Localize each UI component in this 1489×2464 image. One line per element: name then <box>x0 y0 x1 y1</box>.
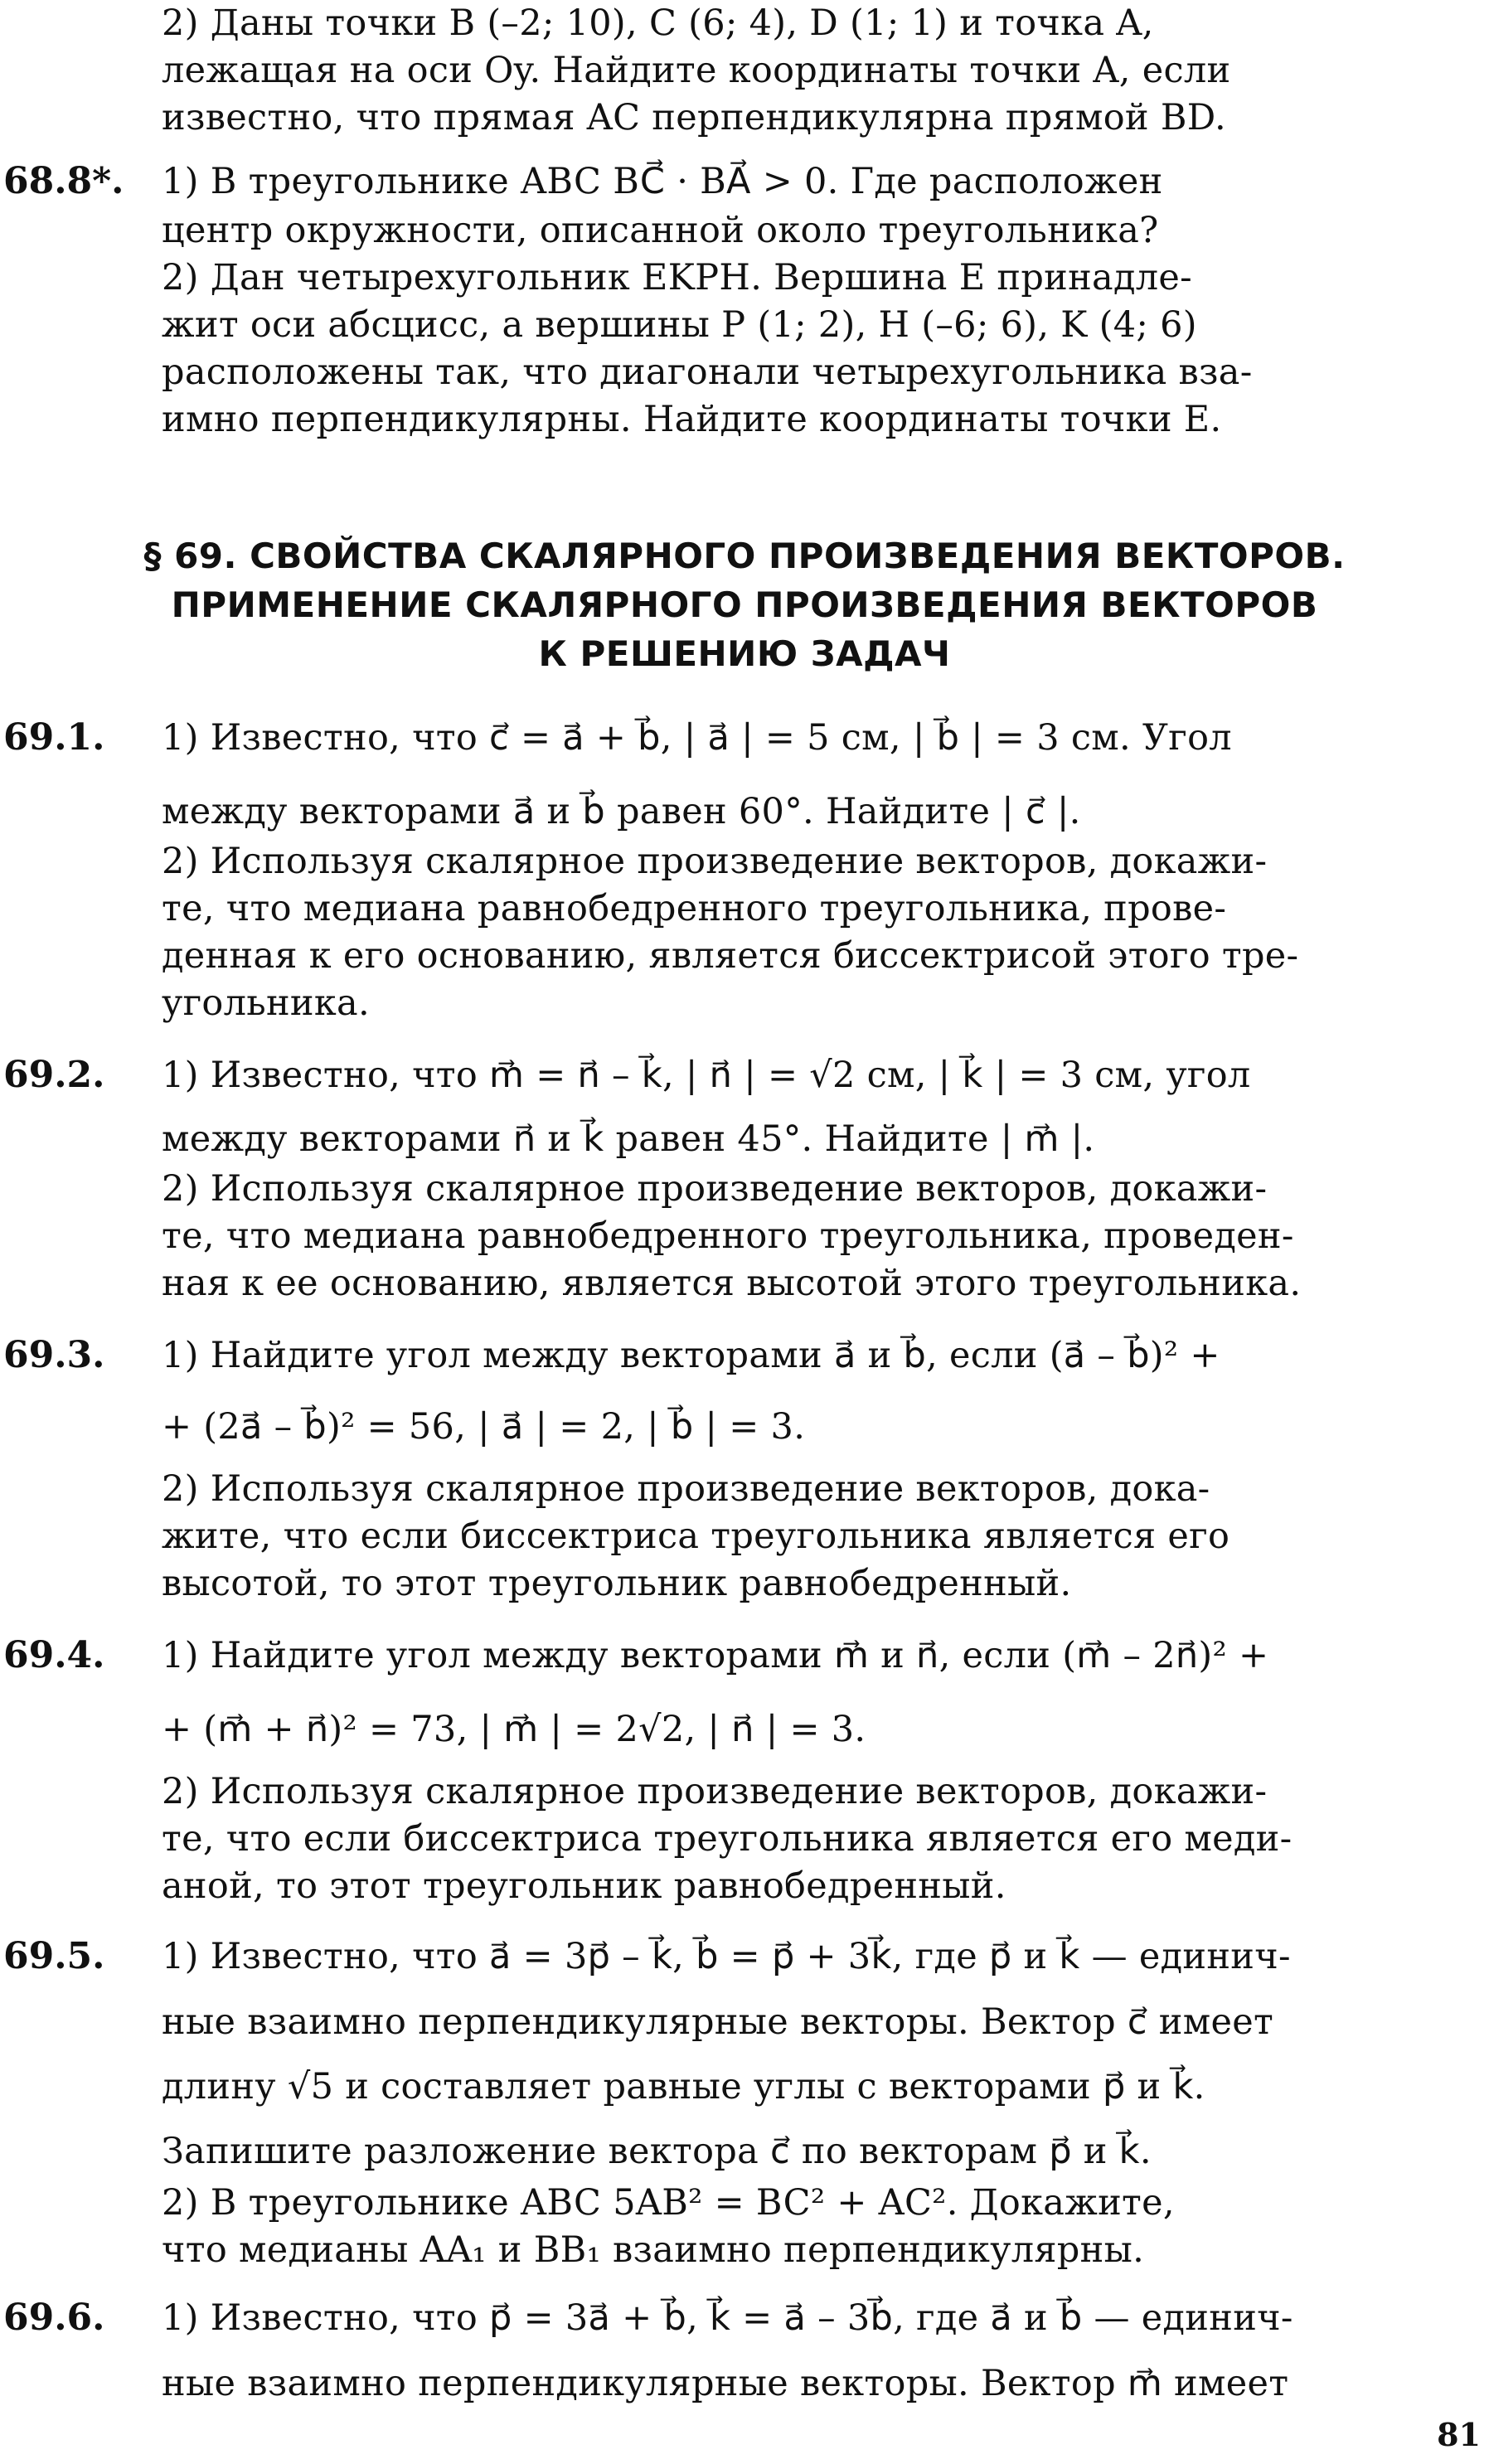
text-line: Запишите разложение вектора c⃗ по векторам p⃗ и k⃗. <box>162 2131 1152 2172</box>
text-line: 2) Даны точки B (–2; 10), C (6; 4), D (1; 1) и точка A, <box>162 2 1154 44</box>
problem-number: 69.4. <box>3 1634 105 1676</box>
text-line: + (m⃗ + n⃗)² = 73, | m⃗ | = 2√2, | n⃗ | = 3. <box>162 1709 866 1750</box>
text-line: имно перпендикулярны. Найдите координаты точки E. <box>162 399 1222 440</box>
text-line: угольника. <box>162 982 370 1024</box>
text-line: 1) Известно, что m⃗ = n⃗ – k⃗, | n⃗ | = √2 см, | k⃗ | = 3 см, угол <box>162 1055 1251 1096</box>
text-line: 2) Используя скалярное произведение векторов, докажи- <box>162 1771 1268 1812</box>
problem-number: 69.6. <box>3 2297 105 2339</box>
text-line: аной, то этот треугольник равнобедренный. <box>162 1865 1006 1907</box>
problem-number: 69.3. <box>3 1334 105 1376</box>
problem-number: 69.2. <box>3 1054 105 1096</box>
text-line: между векторами n⃗ и k⃗ равен 45°. Найдите | m⃗ |. <box>162 1118 1095 1160</box>
text-line: 1) Известно, что a⃗ = 3p⃗ – k⃗, b⃗ = p⃗ + 3k⃗, где p⃗ и k⃗ — единич- <box>162 1936 1291 1977</box>
text-line: жите, что если биссектриса треугольника является его <box>162 1516 1230 1557</box>
section-heading-line: § 69. СВОЙСТВА СКАЛЯРНОГО ПРОИЗВЕДЕНИЯ ВЕКТОРОВ. <box>143 536 1346 576</box>
text-line: 1) Найдите угол между векторами m⃗ и n⃗, если (m⃗ – 2n⃗)² + <box>162 1635 1269 1676</box>
text-line: те, что медиана равнобедренного треугольника, прове- <box>162 888 1227 929</box>
text-line: расположены так, что диагонали четырехугольника вза- <box>162 352 1253 393</box>
text-line: центр окружности, описанной около треугольника? <box>162 210 1159 251</box>
text-line: известно, что прямая AC перпендикулярна прямой BD. <box>162 97 1226 138</box>
text-line: ная к ее основанию, является высотой этого треугольника. <box>162 1263 1302 1304</box>
text-line: между векторами a⃗ и b⃗ равен 60°. Найдите | c⃗ |. <box>162 791 1081 832</box>
text-line: 2) Используя скалярное произведение векторов, дока- <box>162 1468 1210 1510</box>
section-heading-line: К РЕШЕНИЮ ЗАДАЧ <box>538 633 951 674</box>
text-line: 2) Используя скалярное произведение векторов, докажи- <box>162 1168 1268 1210</box>
text-line: лежащая на оси Oy. Найдите координаты точки A, если <box>162 50 1231 91</box>
text-line: те, что медиана равнобедренного треугольника, проведен- <box>162 1215 1294 1257</box>
problem-number: 69.1. <box>3 716 105 759</box>
text-line: ные взаимно перпендикулярные векторы. Вектор m⃗ имеет <box>162 2363 1289 2404</box>
text-line: что медианы AA₁ и BB₁ взаимно перпендикулярны. <box>162 2229 1145 2271</box>
text-line: 2) Используя скалярное произведение векторов, докажи- <box>162 841 1268 882</box>
text-line: жит оси абсцисс, а вершины P (1; 2), H (–6; 6), K (4; 6) <box>162 304 1197 346</box>
text-line: 2) Дан четырехугольник EKPH. Вершина E принадле- <box>162 257 1192 298</box>
problem-number: 69.5. <box>3 1935 105 1977</box>
text-line: ные взаимно перпендикулярные векторы. Вектор c⃗ имеет <box>162 2001 1274 2043</box>
problem-number: 68.8*. <box>3 160 124 202</box>
text-line: 1) В треугольнике ABC BC⃗ · BA⃗ > 0. Где расположен <box>162 161 1163 202</box>
text-line: 2) В треугольнике ABC 5AB² = BC² + AC². Докажите, <box>162 2182 1175 2224</box>
section-heading-line: ПРИМЕНЕНИЕ СКАЛЯРНОГО ПРОИЗВЕДЕНИЯ ВЕКТОРОВ <box>171 584 1318 625</box>
text-line: высотой, то этот треугольник равнобедренный. <box>162 1563 1072 1604</box>
text-line: 1) Найдите угол между векторами a⃗ и b⃗, если (a⃗ – b⃗)² + <box>162 1335 1220 1376</box>
text-line: 1) Известно, что p⃗ = 3a⃗ + b⃗, k⃗ = a⃗ – 3b⃗, где a⃗ и b⃗ — единич- <box>162 2297 1293 2339</box>
text-line: 1) Известно, что c⃗ = a⃗ + b⃗, | a⃗ | = 5 см, | b⃗ | = 3 см. Угол <box>162 717 1232 759</box>
text-line: длину √5 и составляет равные углы с векторами p⃗ и k⃗. <box>162 2066 1205 2107</box>
page-number: 81 <box>1437 2416 1481 2453</box>
text-line: + (2a⃗ – b⃗)² = 56, | a⃗ | = 2, | b⃗ | = 3. <box>162 1406 806 1448</box>
text-line: денная к его основанию, является биссектрисой этого тре- <box>162 935 1299 977</box>
text-line: те, что если биссектриса треугольника является его меди- <box>162 1818 1293 1860</box>
